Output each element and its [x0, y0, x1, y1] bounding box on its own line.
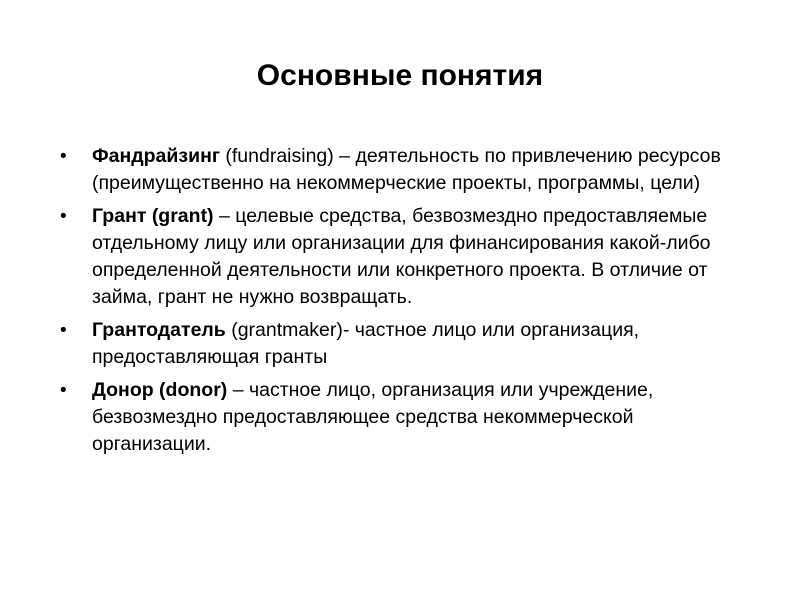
definition-grant: – целевые средства, безвозмездно предоставляемые отдельному лицу или организации для финансирования какой-либо определенной деятельности или конкретного проекта. В отличие от займа, грант не нужно возвращать. [92, 205, 711, 308]
definitions-list [60, 143, 740, 464]
term-donor: Донор (donor) [92, 379, 228, 401]
term-fundraising: Фандрайзинг [92, 145, 220, 167]
term-grantmaker: Грантодатель [92, 319, 226, 341]
bullet-icon: • [60, 380, 67, 401]
definition-fundraising: (fundraising) – деятельность по привлечению ресурсов (преимущественно на некоммерческие проекты, программы, цели) [92, 145, 721, 194]
list-item-fundraising [60, 143, 740, 197]
bullet-icon: • [60, 146, 67, 167]
list-item-grantmaker [60, 317, 740, 371]
bullet-icon: • [60, 206, 67, 227]
list-item-grant [60, 203, 740, 311]
definition-donor: – частное лицо, организация или учреждение, безвозмездно предоставляющее средства некоммерческой организации. [92, 379, 654, 455]
bullet-icon: • [60, 320, 67, 341]
term-grant: Грант (grant) [92, 205, 214, 227]
definition-grantmaker: (grantmaker)- частное лицо или организация, предоставляющая гранты [92, 319, 640, 368]
slide-title: Основные понятия [256, 59, 544, 92]
list-item-donor [60, 377, 740, 458]
